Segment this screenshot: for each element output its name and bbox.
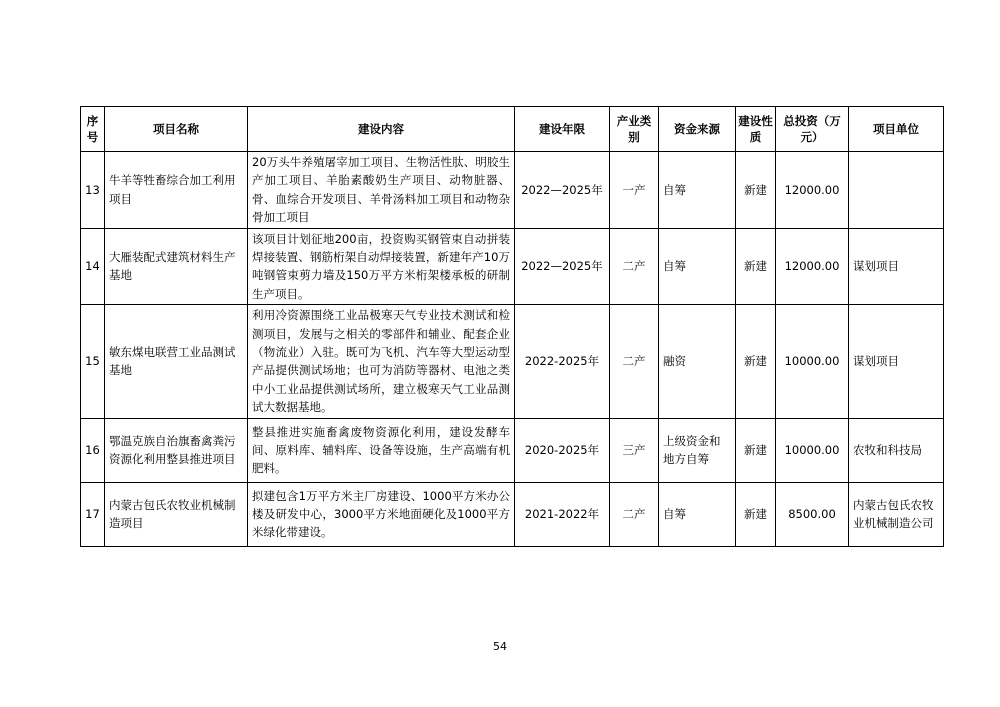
cell-industry: 一产 — [610, 152, 659, 229]
cell-funding: 上级资金和地方自筹 — [659, 418, 736, 482]
cell-industry: 二产 — [610, 305, 659, 418]
cell-years: 2022—2025年 — [515, 228, 610, 305]
cell-years: 2020-2025年 — [515, 418, 610, 482]
cell-nature: 新建 — [736, 482, 776, 546]
cell-content: 利用冷资源围绕工业品极寒天气专业技术测试和检测项目，发展与之相关的零部件和辅业、配套企业（物流业）入驻。既可为飞机、汽车等大型运动型产品提供测试场地；也可为消防等器材、电池之类中小工业品提供测试场所，建立极寒天气工业品测试大数据基地。 — [248, 305, 515, 418]
header-years: 建设年限 — [515, 107, 610, 152]
cell-seq: 17 — [81, 482, 105, 546]
cell-industry: 二产 — [610, 482, 659, 546]
cell-nature: 新建 — [736, 305, 776, 418]
cell-seq: 13 — [81, 152, 105, 229]
cell-years: 2022-2025年 — [515, 305, 610, 418]
header-unit: 项目单位 — [849, 107, 944, 152]
cell-investment: 12000.00 — [776, 228, 849, 305]
cell-investment: 10000.00 — [776, 418, 849, 482]
cell-name: 敏东煤电联营工业品测试基地 — [105, 305, 248, 418]
cell-content: 该项目计划征地200亩，投资购买钢管束自动拼装焊接装置、钢筋桁架自动焊接装置，新建年产10万吨钢管束剪力墙及150万平方米桁架楼承板的研制生产项目。 — [248, 228, 515, 305]
cell-years: 2021-2022年 — [515, 482, 610, 546]
cell-funding: 自筹 — [659, 152, 736, 229]
cell-name: 牛羊等牲畜综合加工利用项目 — [105, 152, 248, 229]
header-nature: 建设性质 — [736, 107, 776, 152]
header-seq: 序号 — [81, 107, 105, 152]
page-number: 54 — [493, 640, 507, 653]
cell-unit: 农牧和科技局 — [849, 418, 944, 482]
table-row — [81, 305, 944, 418]
cell-content: 20万头牛养殖屠宰加工项目、生物活性肽、明胶生产加工项目、羊胎素酸奶生产项目、动物脏器、骨、血综合开发项目、羊骨汤料加工项目和动物杂骨加工项目 — [248, 152, 515, 229]
header-name: 项目名称 — [105, 107, 248, 152]
cell-unit: 谋划项目 — [849, 305, 944, 418]
cell-nature: 新建 — [736, 228, 776, 305]
table-row — [81, 418, 944, 482]
cell-funding: 自筹 — [659, 228, 736, 305]
header-investment: 总投资（万元） — [776, 107, 849, 152]
cell-seq: 15 — [81, 305, 105, 418]
cell-name: 内蒙古包氏农牧业机械制造项目 — [105, 482, 248, 546]
table-row — [81, 482, 944, 546]
table-row — [81, 228, 944, 305]
cell-investment: 10000.00 — [776, 305, 849, 418]
cell-funding: 融资 — [659, 305, 736, 418]
cell-content: 拟建包含1万平方米主厂房建设、1000平方米办公楼及研发中心，3000平方米地面硬化及1000平方米绿化带建设。 — [248, 482, 515, 546]
cell-funding: 自筹 — [659, 482, 736, 546]
cell-unit: 内蒙古包氏农牧业机械制造公司 — [849, 482, 944, 546]
cell-years: 2022—2025年 — [515, 152, 610, 229]
cell-nature: 新建 — [736, 152, 776, 229]
cell-name: 鄂温克族自治旗畜禽粪污资源化利用整县推进项目 — [105, 418, 248, 482]
cell-unit — [849, 152, 944, 229]
table-header-row — [81, 107, 944, 152]
cell-unit: 谋划项目 — [849, 228, 944, 305]
cell-investment: 8500.00 — [776, 482, 849, 546]
table-row — [81, 152, 944, 229]
cell-seq: 14 — [81, 228, 105, 305]
cell-industry: 二产 — [610, 228, 659, 305]
header-funding: 资金来源 — [659, 107, 736, 152]
header-content: 建设内容 — [248, 107, 515, 152]
cell-content: 整县推进实施畜禽废物资源化利用，建设发酵车间、原料库、辅料库、设备等设施，生产高端有机肥料。 — [248, 418, 515, 482]
cell-investment: 12000.00 — [776, 152, 849, 229]
project-table — [80, 106, 944, 547]
cell-nature: 新建 — [736, 418, 776, 482]
cell-name: 大雁装配式建筑材料生产基地 — [105, 228, 248, 305]
cell-industry: 三产 — [610, 418, 659, 482]
header-industry: 产业类别 — [610, 107, 659, 152]
cell-seq: 16 — [81, 418, 105, 482]
